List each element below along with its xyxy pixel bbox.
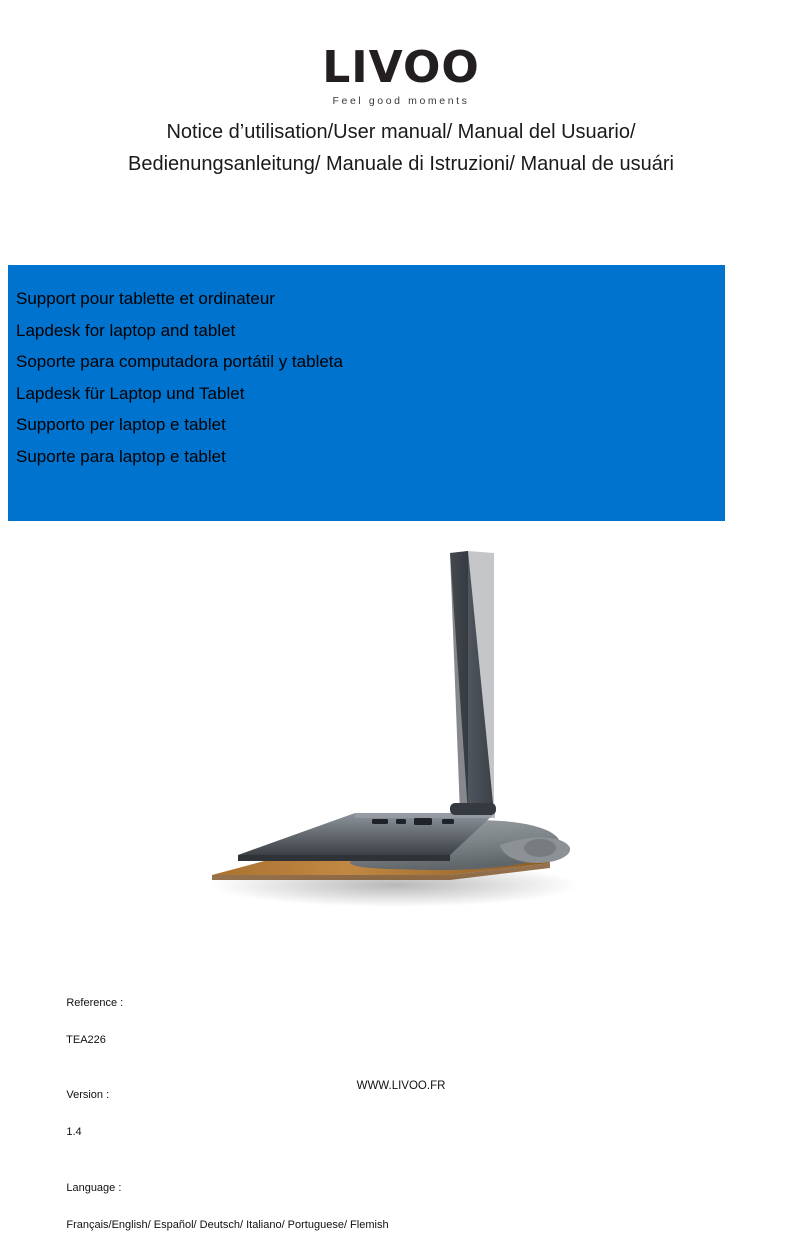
meta-language-label: Language : [66,1181,122,1194]
laptop-on-lapdesk-icon [150,545,650,925]
meta-version-label: Version : [66,1089,110,1101]
meta-reference-label: Reference : [66,996,124,1009]
brand-logo [0,42,802,107]
product-name-pt: Suporte para laptop e tablet [16,446,226,466]
brand-tagline: Feel good moments [332,95,470,107]
product-image [150,545,650,925]
document-meta [48,975,389,1253]
meta-reference-value: TEA226 [66,1033,106,1046]
brand-name: LIVOO [322,42,480,93]
product-name-en: Lapdesk for laptop and tablet [16,320,236,340]
page-title-line-2: Bedienungsanleitung/ Manuale di Istruzioni/ Manual de usuári [128,153,674,175]
page-title [0,116,802,180]
product-name-es: Soporte para computadora portátil y tableta [16,352,343,371]
meta-reference [48,975,389,1068]
meta-language-value: Français/English/ Español/ Deutsch/ Italiano/ Portuguese/ Flemish [66,1218,389,1231]
product-name-de: Lapdesk für Laptop und Tablet [16,383,245,403]
page-title-line-1: Notice d’utilisation/User manual/ Manual del Usuario/ [166,121,636,143]
product-name-banner [8,265,725,521]
meta-language [48,1160,389,1253]
footer-website: WWW.LIVOO.FR [356,1080,446,1092]
meta-version-value: 1.4 [66,1126,82,1138]
product-name-fr: Support pour tablette et ordinateur [16,289,275,308]
product-name-it: Supporto per laptop e tablet [16,415,226,434]
